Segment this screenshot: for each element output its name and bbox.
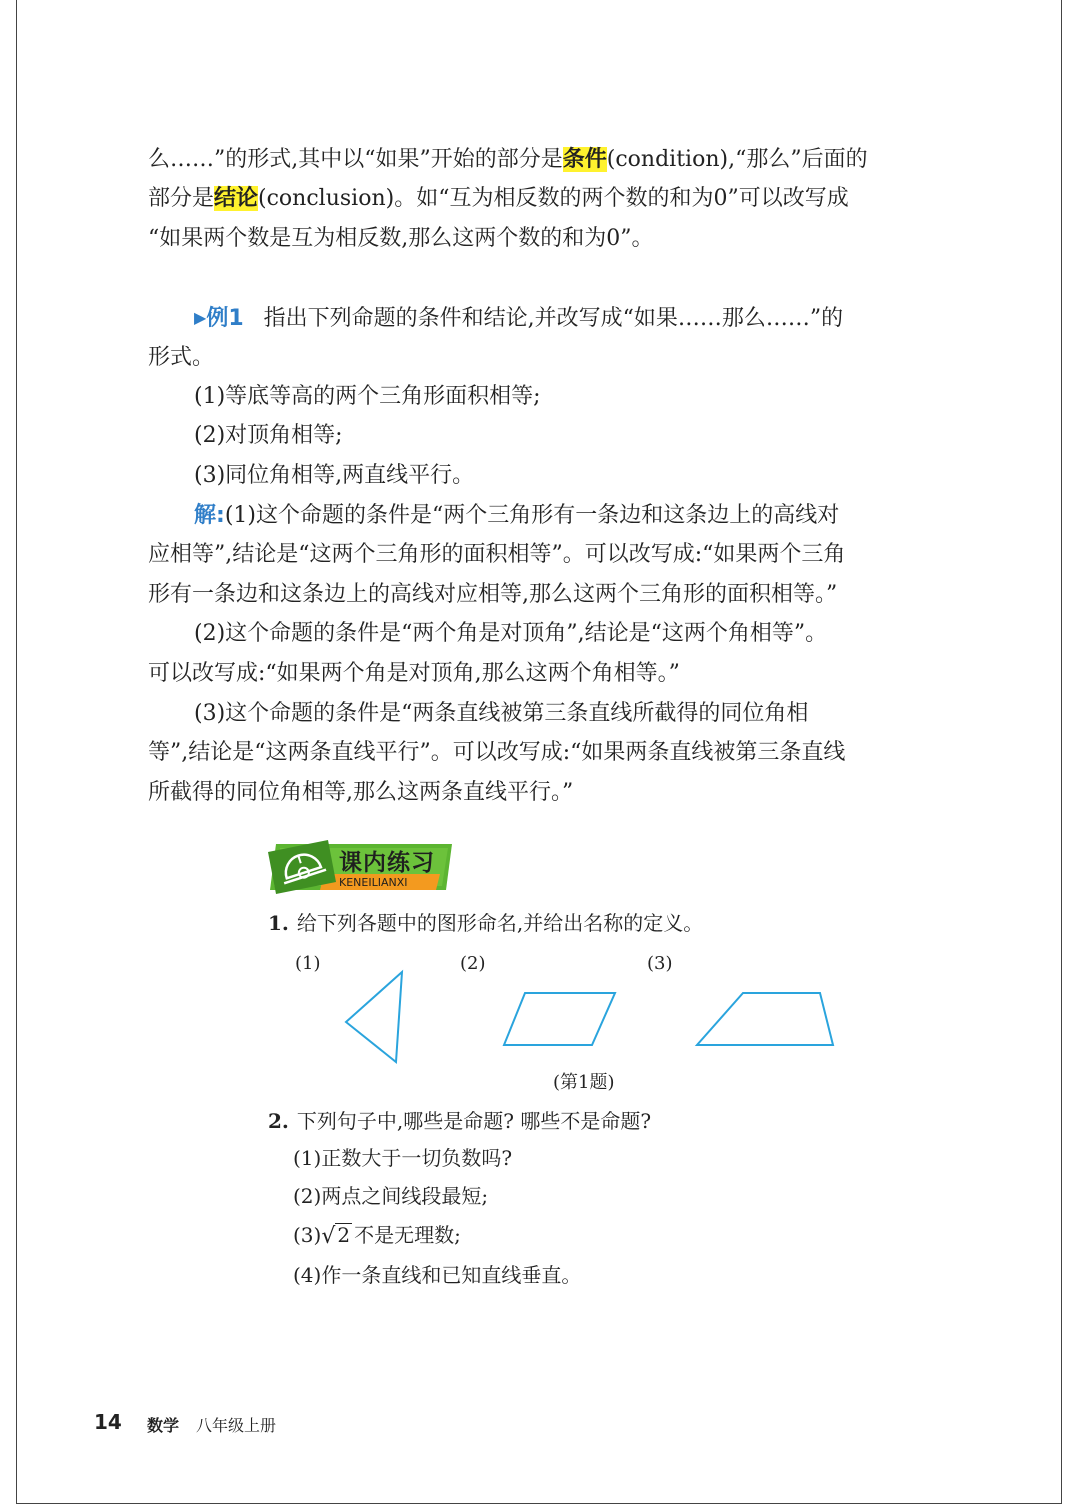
practice-title: 课内练习 bbox=[339, 850, 435, 876]
term-condition: 条件 bbox=[562, 147, 607, 172]
exercise-1-figures bbox=[330, 960, 850, 1070]
intro-line-3: “如果两个数是互为相反数,那么这两个数的和为0”。 bbox=[148, 226, 654, 251]
exercise-number: 1. bbox=[268, 911, 289, 935]
footer-grade: 八年级上册 bbox=[196, 1416, 277, 1435]
triangle-figure bbox=[346, 972, 402, 1062]
intro-text: 么……”的形式,其中以“如果”开始的部分是 bbox=[148, 147, 563, 172]
item-text: 不是无理数; bbox=[354, 1223, 461, 1247]
example-item: (1)等底等高的两个三角形面积相等; bbox=[194, 384, 541, 409]
example-label: 例1 bbox=[206, 306, 244, 331]
solution-line: (3)这个命题的条件是“两条直线被第三条直线所截得的同位角相 bbox=[194, 701, 809, 726]
exercise-2-item: (4)作一条直线和已知直线垂直。 bbox=[293, 1263, 582, 1287]
intro-text: (conclusion)。如“互为相反数的两个数的和为0”可以改写成 bbox=[258, 186, 849, 211]
solution-line: 可以改写成:“如果两个角是对顶角,那么这两个角相等。” bbox=[148, 661, 680, 686]
example-prompt-cont: 形式。 bbox=[148, 345, 215, 370]
radicand: 2 bbox=[337, 1223, 351, 1247]
trapezoid-figure bbox=[697, 993, 833, 1045]
radical-sign: √ bbox=[321, 1224, 336, 1249]
exercise-2-item bbox=[293, 1220, 461, 1250]
item-prefix: (3) bbox=[293, 1223, 322, 1247]
exercise-text: 下列句子中,哪些是命题? 哪些不是命题? bbox=[296, 1109, 652, 1133]
example-item: (3)同位角相等,两直线平行。 bbox=[194, 463, 475, 488]
solution-line bbox=[194, 496, 970, 535]
footer-subject: 数学 bbox=[147, 1416, 180, 1435]
solution-line: 所截得的同位角相等,那么这两条直线平行。” bbox=[148, 780, 574, 805]
intro-text: (condition),“那么”后面的 bbox=[606, 147, 868, 172]
intro-text: 部分是 bbox=[148, 186, 215, 211]
exercise-2 bbox=[268, 1106, 651, 1136]
triangle-arrow-icon: ▶ bbox=[194, 308, 207, 327]
solution-text: (1)这个命题的条件是“两个三角形有一条边和这条边上的高线对 bbox=[224, 503, 840, 528]
sqrt-expression bbox=[321, 1220, 352, 1250]
example-prompt: 指出下列命题的条件和结论,并改写成“如果……那么……”的 bbox=[263, 306, 844, 331]
solution-line: 形有一条边和这条边上的高线对应相等,那么这两个三角形的面积相等。” bbox=[148, 582, 838, 607]
figure-caption: (第1题) bbox=[553, 1072, 615, 1093]
solution-line: 应相等”,结论是“这两个三角形的面积相等”。可以改写成:“如果两个三角 bbox=[148, 542, 846, 567]
solution-label: 解: bbox=[194, 503, 225, 528]
term-conclusion: 结论 bbox=[214, 186, 259, 211]
example-item: (2)对顶角相等; bbox=[194, 423, 343, 448]
solution-line: (2)这个命题的条件是“两个角是对顶角”,结论是“这两个角相等”。 bbox=[194, 621, 828, 646]
exercise-text: 给下列各题中的图形命名,并给出名称的定义。 bbox=[296, 911, 704, 935]
practice-subtitle: KENEILIANXI bbox=[339, 876, 408, 889]
figure-label-1: (1) bbox=[295, 953, 321, 974]
exercise-number: 2. bbox=[268, 1109, 289, 1133]
exercise-1 bbox=[268, 908, 703, 938]
page-number: 14 bbox=[94, 1410, 122, 1434]
exercise-2-item: (1)正数大于一切负数吗? bbox=[293, 1146, 513, 1170]
intro-line-2 bbox=[148, 179, 924, 218]
figure-label-2: (2) bbox=[460, 953, 486, 974]
intro-line-1 bbox=[148, 140, 924, 179]
solution-line: 等”,结论是“这两条直线平行”。可以改写成:“如果两条直线被第三条直线 bbox=[148, 740, 846, 765]
figure-label-3: (3) bbox=[647, 953, 673, 974]
example-heading bbox=[194, 298, 970, 338]
parallelogram-figure bbox=[504, 993, 615, 1045]
exercise-2-item: (2)两点之间线段最短; bbox=[293, 1184, 489, 1208]
